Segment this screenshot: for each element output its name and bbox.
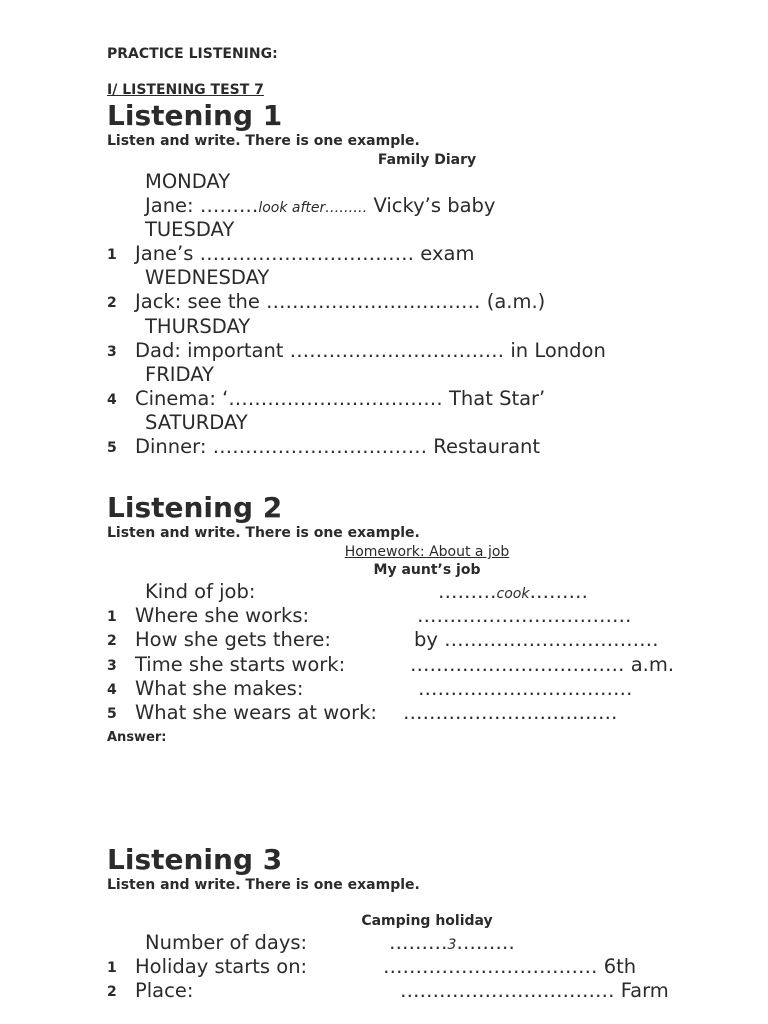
question-number: 5 [107,440,117,456]
listening-2-instruction: Listen and write. There is one example. [107,525,420,541]
example-dots: ……… [529,580,588,603]
question-4-text: Cinema: ‘…………………………… That Star’ [135,387,546,410]
question-5-label: What she wears at work: [135,701,377,724]
day-thursday: THURSDAY [145,315,251,338]
listening-1-instruction: Listen and write. There is one example. [107,133,420,149]
example-answer-row [438,580,588,603]
question-number: 4 [107,392,117,408]
question-3-label: Time she starts work: [135,653,346,676]
listening-1-title: Listening 1 [107,99,283,132]
listening-1-subtitle: Family Diary [377,152,477,168]
question-2-blank: by …………………………… [414,628,659,651]
day-wednesday: WEDNESDAY [145,266,270,289]
example-label: Number of days: [145,931,308,954]
question-number: 2 [107,984,117,1000]
example-dots: ……… [456,931,515,954]
day-tuesday: TUESDAY [145,218,235,241]
question-1-label: Holiday starts on: [135,955,308,978]
practice-heading: PRACTICE LISTENING: [107,46,278,62]
example-answer: cook [496,586,530,602]
answer-label: Answer: [107,730,167,745]
question-number: 3 [107,344,117,360]
listening-3-subtitle: Camping holiday [361,913,493,929]
question-1-label: Where she works: [135,604,310,627]
question-2-label: Place: [135,979,194,1002]
listening-3-instruction: Listen and write. There is one example. [107,877,420,893]
example-prefix: Jane: ……… [145,194,259,217]
question-number: 1 [107,609,117,625]
question-number: 5 [107,706,117,722]
question-number: 2 [107,295,117,311]
question-4-label: What she makes: [135,677,304,700]
example-dots: ……… [389,931,448,954]
day-friday: FRIDAY [145,363,214,386]
example-suffix: Vicky’s baby [367,194,496,217]
example-answer: look after……… [258,200,368,216]
question-2-text: Jack: see the …………………………… (a.m.) [135,290,546,313]
example-dots: ……… [438,580,497,603]
question-number: 1 [107,247,117,263]
listening-2-title: Listening 2 [107,491,283,524]
day-saturday: SATURDAY [145,411,248,434]
question-3-blank: …………………………… a.m. [410,653,675,676]
listening-3-title: Listening 3 [107,843,283,876]
homework-label: Homework: About a job [344,544,510,560]
question-3-text: Dad: important …………………………… in London [135,339,606,362]
example-label: Kind of job: [145,580,256,603]
question-5-blank: …………………………… [403,701,618,724]
question-number: 4 [107,682,117,698]
question-number: 2 [107,633,117,649]
example-answer: 3 [447,937,457,953]
listening-2-subtitle: My aunt’s job [373,562,481,578]
question-2-blank: …………………………… Farm [400,979,669,1002]
question-4-blank: …………………………… [418,677,633,700]
question-1-blank: …………………………… 6th [383,955,637,978]
example-answer-row [389,931,515,954]
question-2-label: How she gets there: [135,628,331,651]
question-number: 1 [107,960,117,976]
question-5-text: Dinner: …………………………… Restaurant [135,435,541,458]
day-monday: MONDAY [145,170,231,193]
question-1-text: Jane’s …………………………… exam [135,242,475,265]
test-heading: I/ LISTENING TEST 7 [107,82,264,98]
question-1-blank: …………………………… [417,604,632,627]
example-row [145,194,495,217]
question-number: 3 [107,658,117,674]
